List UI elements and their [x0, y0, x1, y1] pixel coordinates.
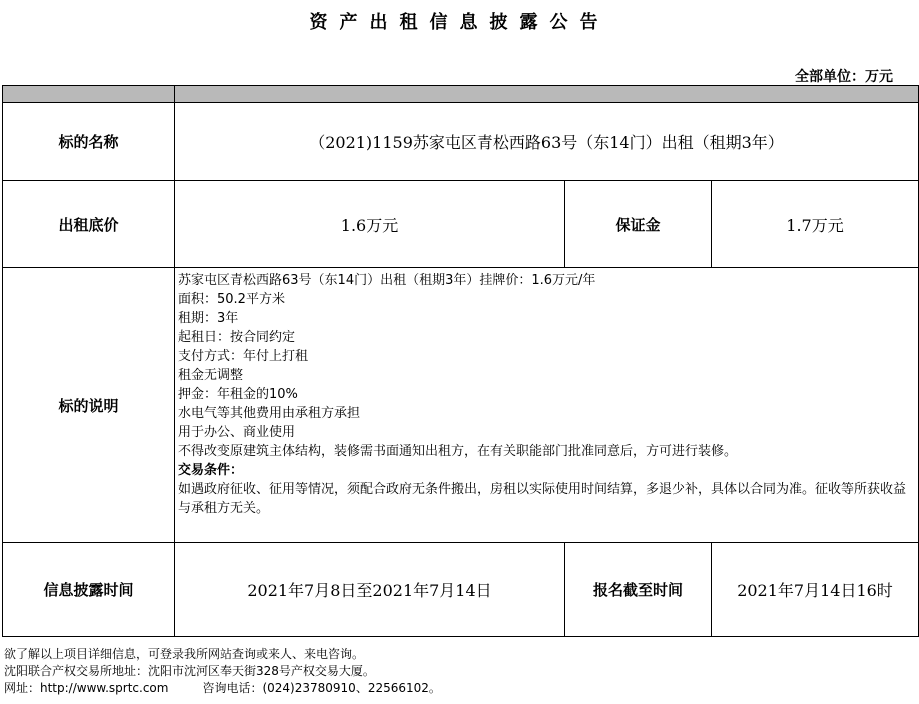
header-cell-right [175, 86, 919, 103]
header-cell-left [3, 86, 175, 103]
conditions-title: 交易条件： [178, 463, 244, 478]
description-line: 起租日：按合同约定 [178, 330, 296, 345]
description-line: 水电气等其他费用由承租方承担 [178, 406, 361, 421]
description-line: 用于办公、商业使用 [178, 425, 296, 440]
price-label: 出租底价 [3, 181, 175, 268]
description-line: 面积：50.2平方米 [178, 292, 285, 307]
description-line: 租期：3年 [178, 311, 239, 326]
row-asset-name [3, 103, 919, 181]
deadline-value: 2021年7月14日16时 [712, 543, 919, 637]
disclosure-table [2, 85, 919, 637]
conditions-text: 如遇政府征收、征用等情况，须配合政府无条件搬出，房租以实际使用时间结算，多退少补，具体以合同为准。征收等所获收益与承租方无关。 [178, 482, 907, 516]
description-line: 苏家屯区青松西路63号（东14门）出租（租期3年）挂牌价：1.6万元/年 [178, 273, 596, 288]
footer-phone: 咨询电话：(024)23780910、22566102。 [202, 681, 441, 695]
footer-website: 网址：http://www.sprtc.com [4, 681, 169, 695]
asset-name-value: （2021)1159苏家屯区青松西路63号（东14门）出租（租期3年） [175, 103, 919, 181]
footer-line-2: 沈阳联合产权交易所地址：沈阳市沈河区奉天街328号产权交易大厦。 [4, 664, 375, 678]
description-label: 标的说明 [3, 268, 175, 543]
period-value: 2021年7月8日至2021年7月14日 [175, 543, 565, 637]
description-line: 支付方式：年付上打租 [178, 349, 309, 364]
description-line: 租金无调整 [178, 368, 244, 383]
row-description [3, 268, 919, 543]
description-line: 不得改变原建筑主体结构，装修需书面通知出租方，在有关职能部门批准同意后，方可进行装修。 [178, 444, 738, 459]
asset-name-label: 标的名称 [3, 103, 175, 181]
price-value: 1.6万元 [175, 181, 565, 268]
deposit-label: 保证金 [565, 181, 712, 268]
period-label: 信息披露时间 [3, 543, 175, 637]
footer-line-1: 欲了解以上项目详细信息，可登录我所网站查询或来人、来电咨询。 [4, 647, 365, 661]
description-line: 押金：年租金的10% [178, 387, 298, 402]
unit-note: 全部单位：万元 [795, 69, 893, 85]
table-header-bar [3, 86, 919, 103]
deposit-value: 1.7万元 [712, 181, 919, 268]
description-content [175, 268, 919, 543]
row-price [3, 181, 919, 268]
footer-info [4, 646, 441, 697]
row-period [3, 543, 919, 637]
page-title: 资产出租信息披露公告 [309, 12, 610, 33]
deadline-label: 报名截至时间 [565, 543, 712, 637]
footer-line-3 [4, 680, 441, 697]
